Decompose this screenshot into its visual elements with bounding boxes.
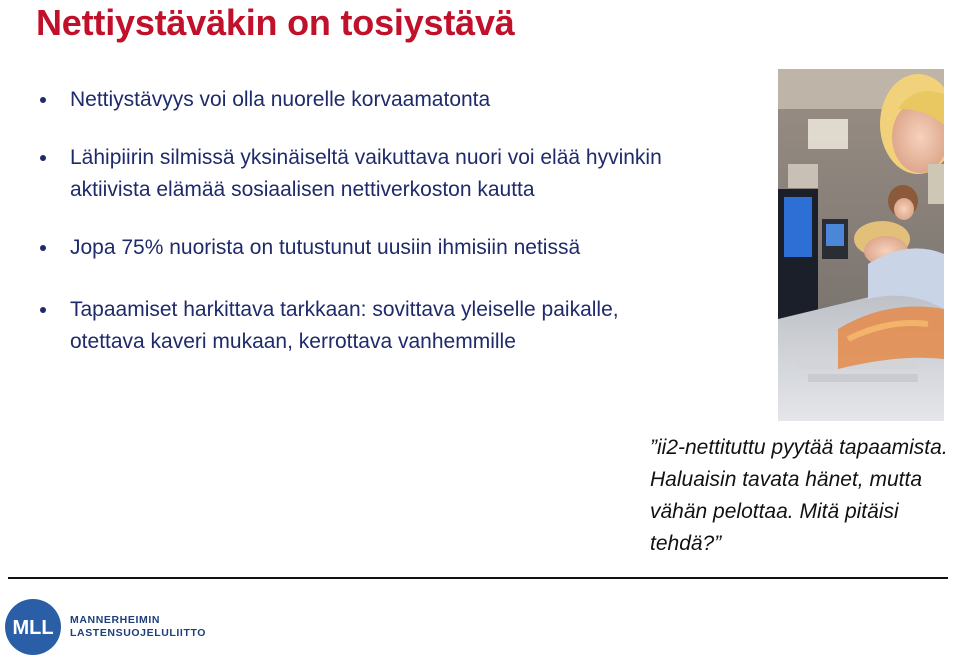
bullet-item xyxy=(40,142,720,206)
bullet-text: Nettiystävyys voi olla nuorelle korvaamatonta xyxy=(70,88,491,111)
bullet-item xyxy=(40,232,740,264)
bullet-text: Jopa 75% nuorista on tutustunut uusiin ihmisiin netissä xyxy=(70,236,581,259)
bullet-dot-icon xyxy=(40,97,46,103)
bullet-dot-icon xyxy=(40,155,46,161)
logo-abbr: MLL xyxy=(12,617,54,639)
photo-illustration xyxy=(778,69,944,421)
bullet-text: Lähipiirin silmissä yksinäiseltä vaikuttava nuori voi elää hyvinkin aktiivista elämää sosiaalisen nettiverkoston kautta xyxy=(70,146,662,201)
bullet-dot-icon xyxy=(40,307,46,313)
children-at-computers-photo xyxy=(778,69,944,421)
bullet-dot-icon xyxy=(40,245,46,251)
bullet-item xyxy=(40,294,680,358)
bullet-list xyxy=(40,84,740,358)
quote-text: ”ii2-nettituttu pyytää tapaamista. Haluaisin tavata hänet, mutta vähän pelottaa. Mitä pitäisi tehdä?” xyxy=(650,436,948,555)
organization-name-line-1: MANNERHEIMIN xyxy=(70,614,161,626)
bullet-text: Tapaamiset harkittava tarkkaan: sovittava yleiselle paikalle, otettava kaveri mukaan, kerrottava vanhemmille xyxy=(70,298,619,353)
organization-name-line-2: LASTENSUOJELULIITTO xyxy=(70,627,207,639)
bullet-item xyxy=(40,84,740,116)
slide-title: Nettiystävä​kin on tosiystävä xyxy=(36,2,515,43)
mll-logo-icon xyxy=(4,598,62,656)
organization-name xyxy=(70,614,206,640)
footer-divider xyxy=(8,577,948,579)
